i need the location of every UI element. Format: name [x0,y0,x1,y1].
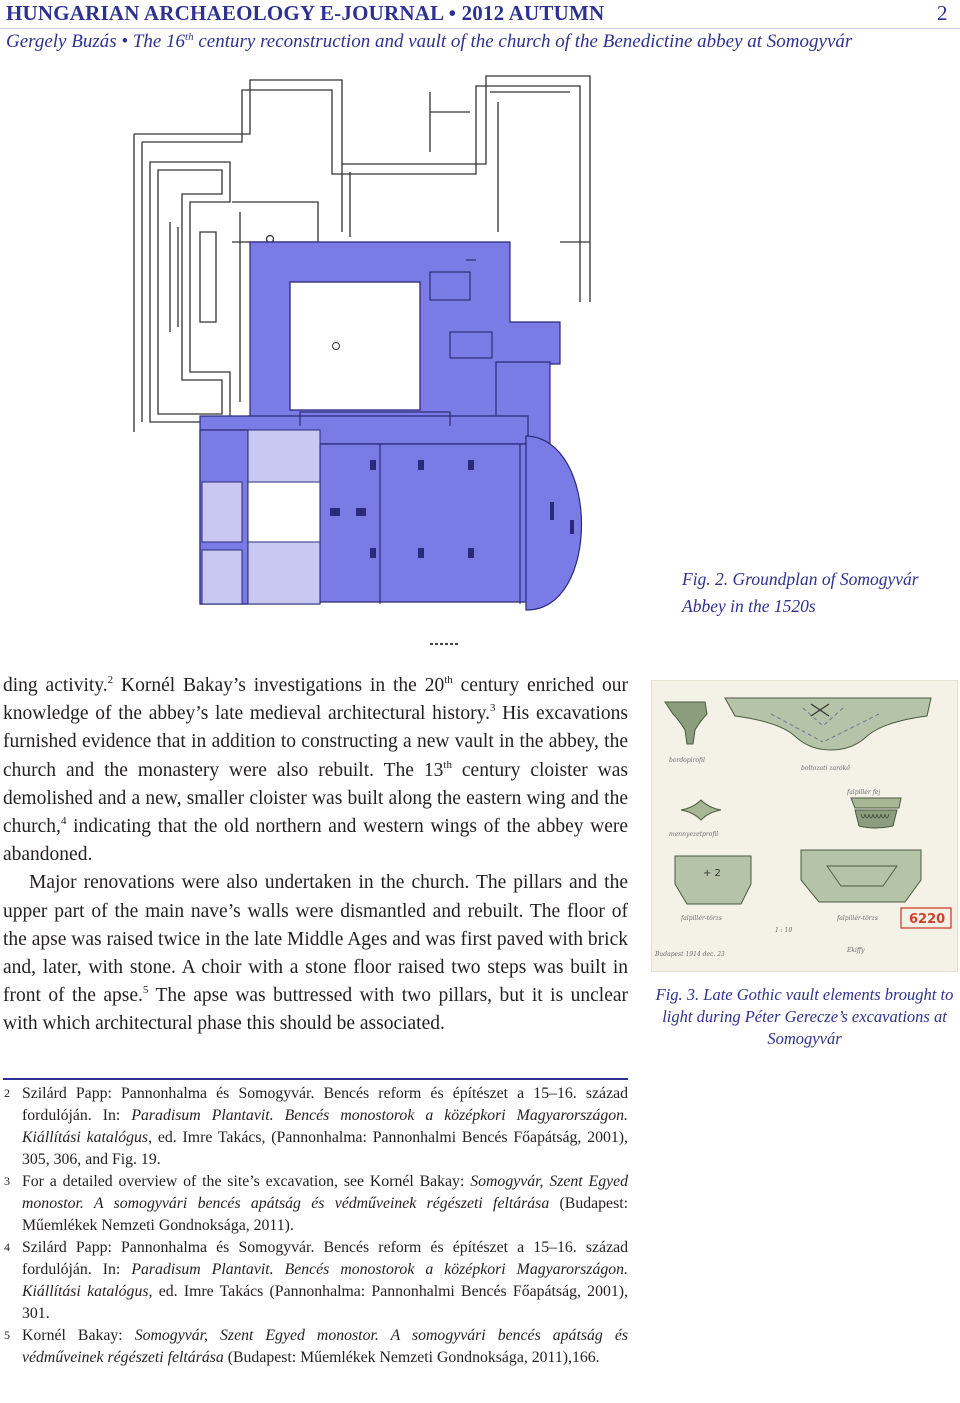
fig3-label: 1 : 10 [775,927,793,934]
footnotes [3,1083,628,1369]
fig2-caption: Fig. 2. Groundplan of Somogyvár Abbey in the 1520s [682,569,919,616]
journal-title: HUNGARIAN ARCHAEOLOGY E-JOURNAL • 2012 AUTUMN [6,1,605,25]
fig3-caption: Fig. 3. Late Gothic vault elements brought to light during Péter Gerecze’s excavations at Somogyvár [655,985,954,1048]
fig3-cross-mark: + 2 [703,868,721,879]
footnote-ref[interactable]: 4 [60,815,67,828]
title-ordinal: th [185,31,194,43]
footnote-number: 2 [4,1086,10,1100]
footnote-number: 4 [4,1240,10,1254]
vault-elements-drawing [651,680,958,972]
fig3-label: falpillér-törzs [681,915,722,922]
footnote-ref[interactable]: 3 [489,702,496,715]
groundplan-figure [130,72,630,652]
paragraph: Major renovations were also undertaken in the church. The pillars and the upper part of the main nave’s walls were dismantled and rebuilt. The floor of the apse was raised twice in the late Middle Ages and was first paved with brick and, later, with stone. A choir with a stone floor raised two steps was built in front of the apse.$^5$ The apse was buttressed with two pillars, but it is unclear with which architectural phase this should be associated. [3,872,628,1035]
fig3-label: Budapest 1914 dec. 23 [655,951,725,958]
article-running-title: Gergely Buzás • The 16th century reconstruction and vault of the church of the Benedictine abbey at Somogyvár [6,31,853,52]
footnote-ref[interactable]: 2 [107,674,114,686]
body-text [3,672,628,1039]
footnote-4: 4 Szilárd Papp: Pannonhalma és Somogyvár. Bencés reform és építészet a 15–16. század fordulóján. In: Paradisum Plantavit. Bencés monostorok a középkori Magyarországon. Kiállítási katalógus, ed. Imre Takács (Pannonhalma: Pannonhalmi Bencés Főapátság, 2001), 301. [3,1237,628,1325]
page-number: 2 [937,1,948,25]
author-name: Gergely Buzás [6,31,117,52]
footnote-2: 2 Szilárd Papp: Pannonhalma és Somogyvár. Bencés reform és építészet a 15–16. század fordulóján. In: Paradisum Plantavit. Bencés monostorok a középkori Magyarországon. Kiállítási katalógus, ed. Imre Takács, (Pannonhalma: Pannonhalmi Bencés Főapátság, 2001), 305, 306, and Fig. 19. [3,1083,628,1171]
fig3-label: mennyezetprofil [669,831,719,838]
fig3-label: boltozati zarókő [801,765,850,772]
paragraph: ding activity.$^2$ Kornél Bakay’s investigations in the 20th century enriched our knowledge of the abbey’s late medieval architectural history.$^3$ His excavations furnished evidence that in addition to constructing a new vault in the abbey, the church and the monastery were also rebuilt. The 13th century cloister was demolished and a new, smaller cloister was built along the eastern wing and the church,$^4$ indicating that the old northern and western wings of the abbey were abandoned. [3,674,628,866]
footnote-number: 5 [4,1328,10,1342]
fig3-label: Ekiffy [847,947,865,954]
title-part: century reconstruction and vault of the church of the Benedictine abbey at Somogyvár [193,31,853,52]
fig3-label: falpillér-törzs [837,915,878,922]
fig3-inventory-stamp: 6220 [909,912,946,927]
footnote-number: 3 [4,1174,10,1188]
title-part: The 16 [132,31,186,52]
footnote-5: 5 Kornél Bakay: Somogyvár, Szent Egyed monostor. A somogyvári bencés apátság és védműveinek régészeti feltárása (Budapest: Műemlékek Nemzeti Gondnoksága, 2011),166. [3,1325,628,1369]
fig3-label: falpillér fej [847,789,881,796]
header-divider [0,28,960,29]
footnote-3: 3 For a detailed overview of the site’s excavation, see Kornél Bakay: Somogyvár, Szent Egyed monostor. A somogyvári bencés apátság és védműveinek régészeti feltárása (Budapest: Műemlékek Nemzeti Gondnoksága, 2011). [3,1171,628,1237]
footnote-divider [3,1078,628,1080]
fig3-label: bordopirofil [669,757,705,764]
footnote-ref[interactable]: 5 [142,984,149,997]
